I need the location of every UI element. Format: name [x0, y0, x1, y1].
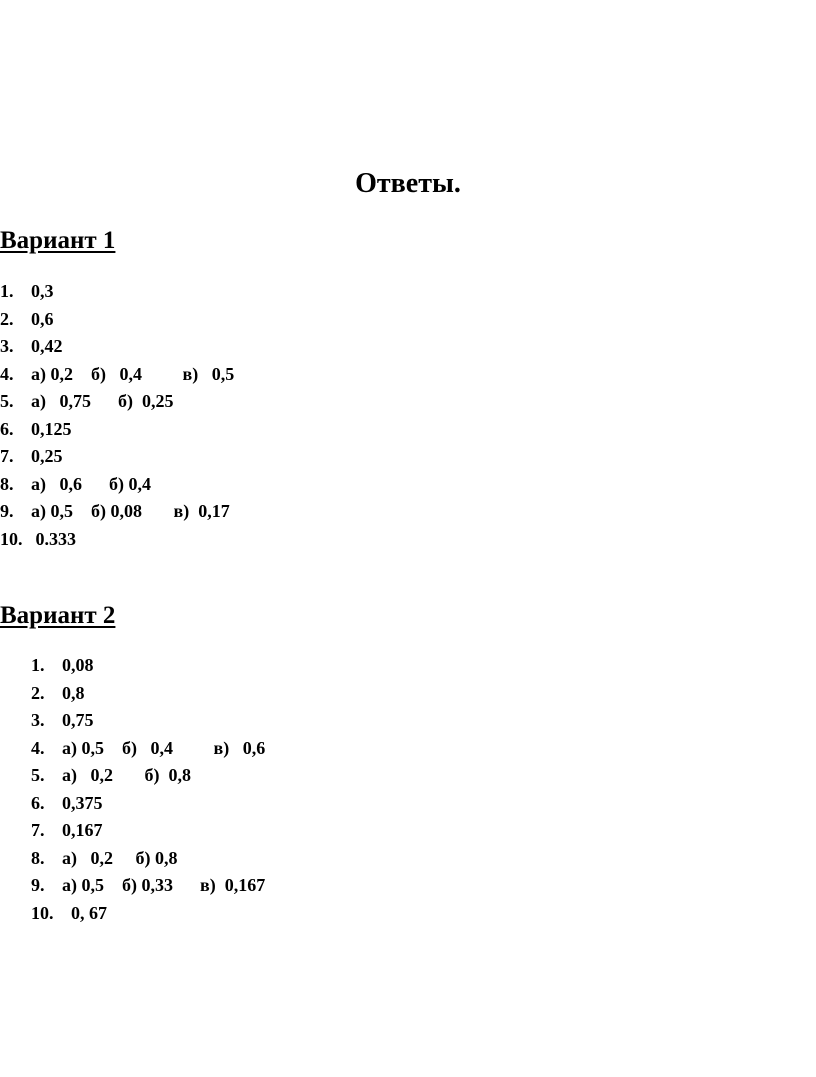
answer-item — [0, 333, 234, 361]
answer-item — [31, 735, 265, 763]
answer-text: 0,8 — [62, 682, 85, 703]
answer-text: а) 0,5 б) 0,08 в) 0,17 — [31, 501, 230, 521]
answer-item — [0, 443, 234, 471]
answer-text: 0,75 — [62, 710, 94, 730]
answer-item — [31, 762, 265, 790]
answer-item — [31, 845, 265, 873]
answer-item — [0, 306, 234, 334]
answer-number: 10. — [31, 902, 54, 923]
answer-number: 9. — [31, 875, 45, 895]
answer-text: а) 0,5 б) 0,33 в) 0,167 — [62, 875, 266, 895]
answer-text: а) 0,2 б) 0,8 — [62, 765, 191, 785]
variant-2-answer-list — [31, 652, 265, 927]
answer-number: 4. — [0, 363, 14, 384]
answer-text: 0,167 — [62, 820, 103, 840]
answer-number: 1. — [0, 281, 14, 301]
answer-item — [31, 652, 265, 680]
answer-number: 9. — [0, 501, 14, 521]
answer-text: 0, 67 — [62, 902, 107, 923]
answer-text: 0,375 — [62, 792, 103, 813]
page-title: Ответы. — [355, 168, 461, 199]
answer-text: 0,08 — [62, 655, 94, 675]
answer-text: а) 0,2 б) 0,4 в) 0,5 — [31, 363, 235, 384]
answer-item — [31, 790, 265, 818]
answer-text: а) 0,5 б) 0,4 в) 0,6 — [62, 737, 266, 758]
answer-item — [0, 361, 234, 389]
answer-text: 0,6 — [31, 308, 54, 329]
answer-number: 1. — [31, 655, 45, 675]
answer-item — [0, 278, 234, 306]
variant-1-heading: Вариант 1 — [0, 227, 116, 254]
answer-number: 10. — [0, 528, 23, 549]
answer-number: 5. — [31, 765, 45, 785]
answer-number: 3. — [0, 336, 14, 356]
variant-1-answer-list — [0, 278, 234, 553]
answer-text: а) 0,2 б) 0,8 — [62, 847, 178, 868]
answer-text: 0,25 — [31, 446, 63, 466]
answer-text: а) 0,75 б) 0,25 — [31, 391, 174, 411]
answer-item — [31, 817, 265, 845]
answer-item — [31, 680, 265, 708]
answer-number: 7. — [0, 446, 14, 466]
answer-item — [31, 900, 265, 928]
answer-item — [0, 416, 234, 444]
answer-number: 7. — [31, 820, 45, 840]
answer-item — [0, 388, 234, 416]
answer-number: 8. — [0, 473, 14, 494]
answer-number: 4. — [31, 737, 45, 758]
answer-number: 2. — [31, 682, 45, 703]
answer-number: 6. — [0, 418, 14, 439]
answer-item — [31, 707, 265, 735]
answer-number: 2. — [0, 308, 14, 329]
answer-number: 6. — [31, 792, 45, 813]
answer-text: 0,125 — [31, 418, 72, 439]
answer-text: а) 0,6 б) 0,4 — [31, 473, 151, 494]
answer-text: 0,42 — [31, 336, 63, 356]
answer-number: 5. — [0, 391, 14, 411]
answer-text: 0.333 — [31, 528, 76, 549]
answer-number: 3. — [31, 710, 45, 730]
answer-item — [0, 498, 234, 526]
answer-item — [0, 471, 234, 499]
answer-item — [31, 872, 265, 900]
variant-2-heading: Вариант 2 — [0, 602, 116, 629]
answer-item — [0, 526, 234, 554]
answer-number: 8. — [31, 847, 45, 868]
answer-text: 0,3 — [31, 281, 54, 301]
